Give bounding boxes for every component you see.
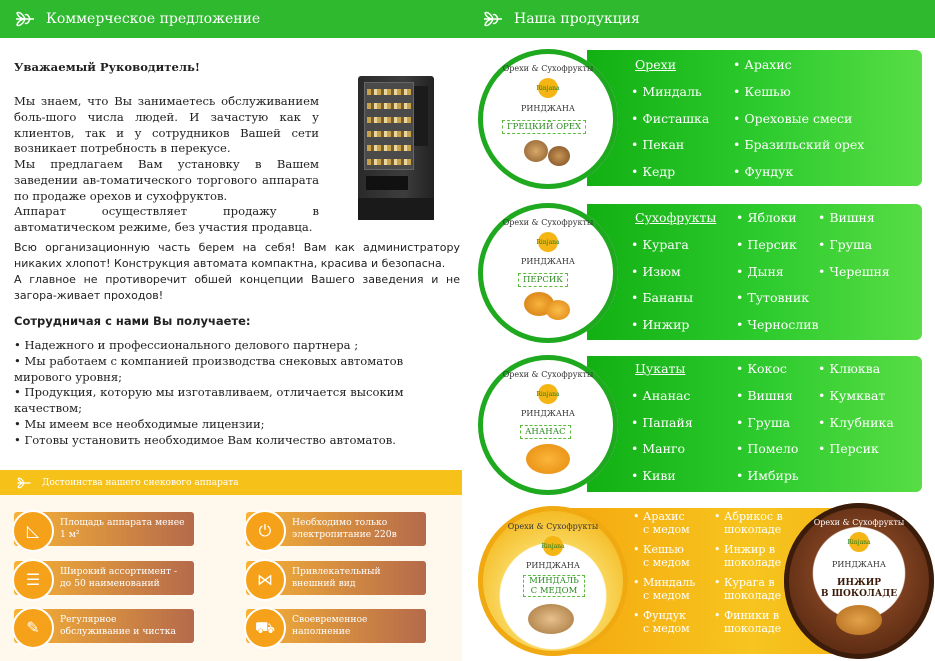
- walnut-image: [524, 140, 548, 162]
- letter-paragraph-2: Мы предлагаем Вам установку в Вашем заведении ав-томатического торгового аппарата по продаже орехов и сухофруктов.: [14, 157, 319, 203]
- chocolate-ribbon-line: ИНЖИР: [836, 578, 882, 588]
- brand-name: РИНДЖАНА: [521, 409, 575, 418]
- brand-name: РИНДЖАНА: [521, 257, 575, 266]
- broom-icon: ✎: [12, 607, 54, 649]
- list-item: • Имбирь: [736, 468, 799, 483]
- advantage-label: Широкий ассортимент - до 50 наименований: [60, 566, 178, 589]
- chocolate-ribbon-line: В ШОКОЛАДЕ: [820, 589, 898, 599]
- list-item: • Ореховые смеси: [733, 111, 853, 126]
- list-item: • Ананас: [631, 388, 691, 403]
- list-item: • Чернослив: [736, 317, 819, 332]
- list-item: • Фундук: [733, 164, 794, 179]
- advantage-assortment: [14, 561, 194, 595]
- candied-label: Цукаты: [635, 361, 686, 376]
- list-item: • Миндаль: [631, 84, 702, 99]
- plug-icon: ⏻: [244, 510, 286, 552]
- advantage-service: [14, 609, 194, 643]
- advantage-refill: [246, 609, 426, 643]
- left-header-title: Коммерческое предложение: [46, 11, 261, 27]
- list-icon: ☰: [12, 559, 54, 601]
- list-item: • Папайя: [631, 415, 693, 430]
- list-item: • Кумкват: [818, 388, 886, 403]
- brand-top: Орехи & Сухофрукты: [502, 218, 594, 227]
- ruler-icon: ◺: [12, 510, 54, 552]
- letter-paragraph-5: А главное не противоречит обшей концепции Вашего заведения и не загора-живает проходов!: [14, 273, 460, 302]
- list-item: • Курага в шоколаде: [714, 576, 782, 602]
- rinjana-logo: Rinjana: [538, 78, 558, 98]
- dried-label: Сухофрукты: [635, 210, 717, 225]
- list-item: • Тутовник: [736, 290, 810, 305]
- vending-machine-image: [358, 76, 434, 220]
- list-item: • Бразильский орех: [733, 137, 865, 152]
- list-item: • Кокос: [736, 361, 787, 376]
- list-item: • Финики в шоколаде: [714, 609, 782, 635]
- list-item: • Дыня: [736, 264, 784, 279]
- list-item: • Готовы установить необходимое Вам количество автоматов.: [14, 432, 396, 447]
- leaf-icon: [482, 8, 504, 30]
- list-item: • Вишня: [818, 210, 875, 225]
- brand-top: Орехи & Сухофрукты: [813, 518, 905, 527]
- rinjana-logo: Rinjana: [538, 384, 558, 404]
- brand-top: Орехи & Сухофрукты: [502, 370, 594, 379]
- list-item: • Надежного и профессионального делового партнера ;: [14, 338, 359, 352]
- list-item: • Киви: [631, 468, 676, 483]
- advantage-area: [14, 512, 194, 546]
- rinjana-logo: Rinjana: [849, 532, 869, 552]
- list-item: • Курага: [631, 237, 689, 252]
- list-item: • Кешью: [733, 84, 791, 99]
- leaf-icon: [16, 475, 32, 491]
- list-item: • Черешня: [818, 264, 890, 279]
- nuts-ribbon: ГРЕЦКИЙ ОРЕХ: [502, 120, 586, 134]
- list-item: • Мы имеем все необходимые лицензии;: [14, 416, 265, 431]
- dried-ribbon: ПЕРСИК: [518, 273, 568, 287]
- right-header: [462, 0, 935, 38]
- list-item: • Клюква: [818, 361, 881, 376]
- advantage-label: Своевременное наполнение: [292, 614, 368, 637]
- brand-name: РИНДЖАНА: [832, 560, 886, 569]
- truck-icon: ⛟: [244, 607, 286, 649]
- list-item: • Арахис с медом: [633, 510, 690, 536]
- list-item: • Вишня: [736, 388, 793, 403]
- list-item: • Продукция, которую мы изготавливаем, отличается высоким качеством;: [14, 385, 404, 416]
- list-item: • Манго: [631, 441, 686, 456]
- list-item: • Груша: [818, 237, 873, 252]
- rinjana-logo: Rinjana: [543, 536, 563, 556]
- advantage-label: Необходимо только электропитание 220в: [292, 517, 397, 540]
- list-item: • Мы работаем с компанией производства снековых автоматов мирового уровня;: [14, 353, 404, 384]
- list-item: • Помело: [736, 441, 799, 456]
- advantage-power: [246, 512, 426, 546]
- list-item: • Кедр: [631, 164, 676, 179]
- leaf-icon: [14, 8, 36, 30]
- benefits-list: [14, 338, 454, 449]
- bowtie-icon: ⋈: [244, 559, 286, 601]
- list-item: • Персик: [736, 237, 797, 252]
- honey-ribbon: [523, 575, 585, 597]
- left-header: [0, 0, 462, 38]
- brand-name: РИНДЖАНА: [521, 104, 575, 113]
- brand-name: РИНДЖАНА: [526, 561, 580, 570]
- list-item: • Арахис: [733, 57, 792, 72]
- honey-ribbon-line: МИНДАЛЬ: [529, 576, 579, 586]
- honey-ribbon-line: С МЕДОМ: [530, 586, 578, 596]
- advantage-label: Площадь аппарата менее 1 м²: [60, 517, 185, 540]
- right-header-title: Наша продукция: [514, 11, 640, 27]
- letter-greeting: Уважаемый Руководитель!: [14, 60, 200, 74]
- nuts-label: Орехи: [635, 57, 677, 72]
- list-item: • Груша: [736, 415, 791, 430]
- list-item: • Персик: [818, 441, 879, 456]
- list-item: • Инжир в шоколаде: [714, 543, 782, 569]
- advantage-look: [246, 561, 426, 595]
- list-item: • Клубника: [818, 415, 894, 430]
- brand-top: Орехи & Сухофрукты: [502, 64, 594, 73]
- list-item: • Изюм: [631, 264, 681, 279]
- letter-paragraph-3: Аппарат осуществляет продажу в автоматическом режиме, без участия продавца.: [14, 204, 319, 234]
- list-item: • Фисташка: [631, 111, 710, 126]
- advantage-label: Привлекательный внешний вид: [292, 566, 381, 589]
- benefits-title: Сотрудничая с нами Вы получаете:: [14, 314, 251, 328]
- advantage-label: Регулярное обслуживание и чистка: [60, 614, 176, 637]
- letter-paragraph-1: Мы знаем, что Вы занимаетесь обслуживанием боль-шого числа людей. И зачастую как у клиентов, так и у сотрудников Вашей сети возникает потребность в перекусе.: [14, 94, 319, 156]
- list-item: • Бананы: [631, 290, 694, 305]
- letter-paragraph-4: Всю организационную часть берем на себя! Вам как администратору никаких хлопот! Конструкция автомата компактна, красива и безопасна.: [14, 241, 460, 270]
- list-item: • Миндаль с медом: [633, 576, 696, 602]
- fig-image: [836, 605, 882, 635]
- pineapple-image: [526, 444, 570, 474]
- chocolate-ribbon: [784, 578, 934, 600]
- list-item: • Фундук с медом: [633, 609, 690, 635]
- almond-image: [528, 604, 574, 634]
- list-item: • Абрикос в шоколаде: [714, 510, 783, 536]
- list-item: • Кешью с медом: [633, 543, 690, 569]
- walnut-image: [548, 146, 570, 166]
- peach-image: [546, 300, 570, 320]
- advantages-title: Достоинства нашего снекового аппарата: [42, 477, 239, 488]
- list-item: • Яблоки: [736, 210, 797, 225]
- candied-ribbon: АНАНАС: [520, 425, 571, 439]
- list-item: • Инжир: [631, 317, 690, 332]
- rinjana-logo: Rinjana: [538, 232, 558, 252]
- list-item: • Пекан: [631, 137, 685, 152]
- advantages-header: [0, 470, 462, 495]
- brand-top: Орехи & Сухофрукты: [507, 522, 599, 531]
